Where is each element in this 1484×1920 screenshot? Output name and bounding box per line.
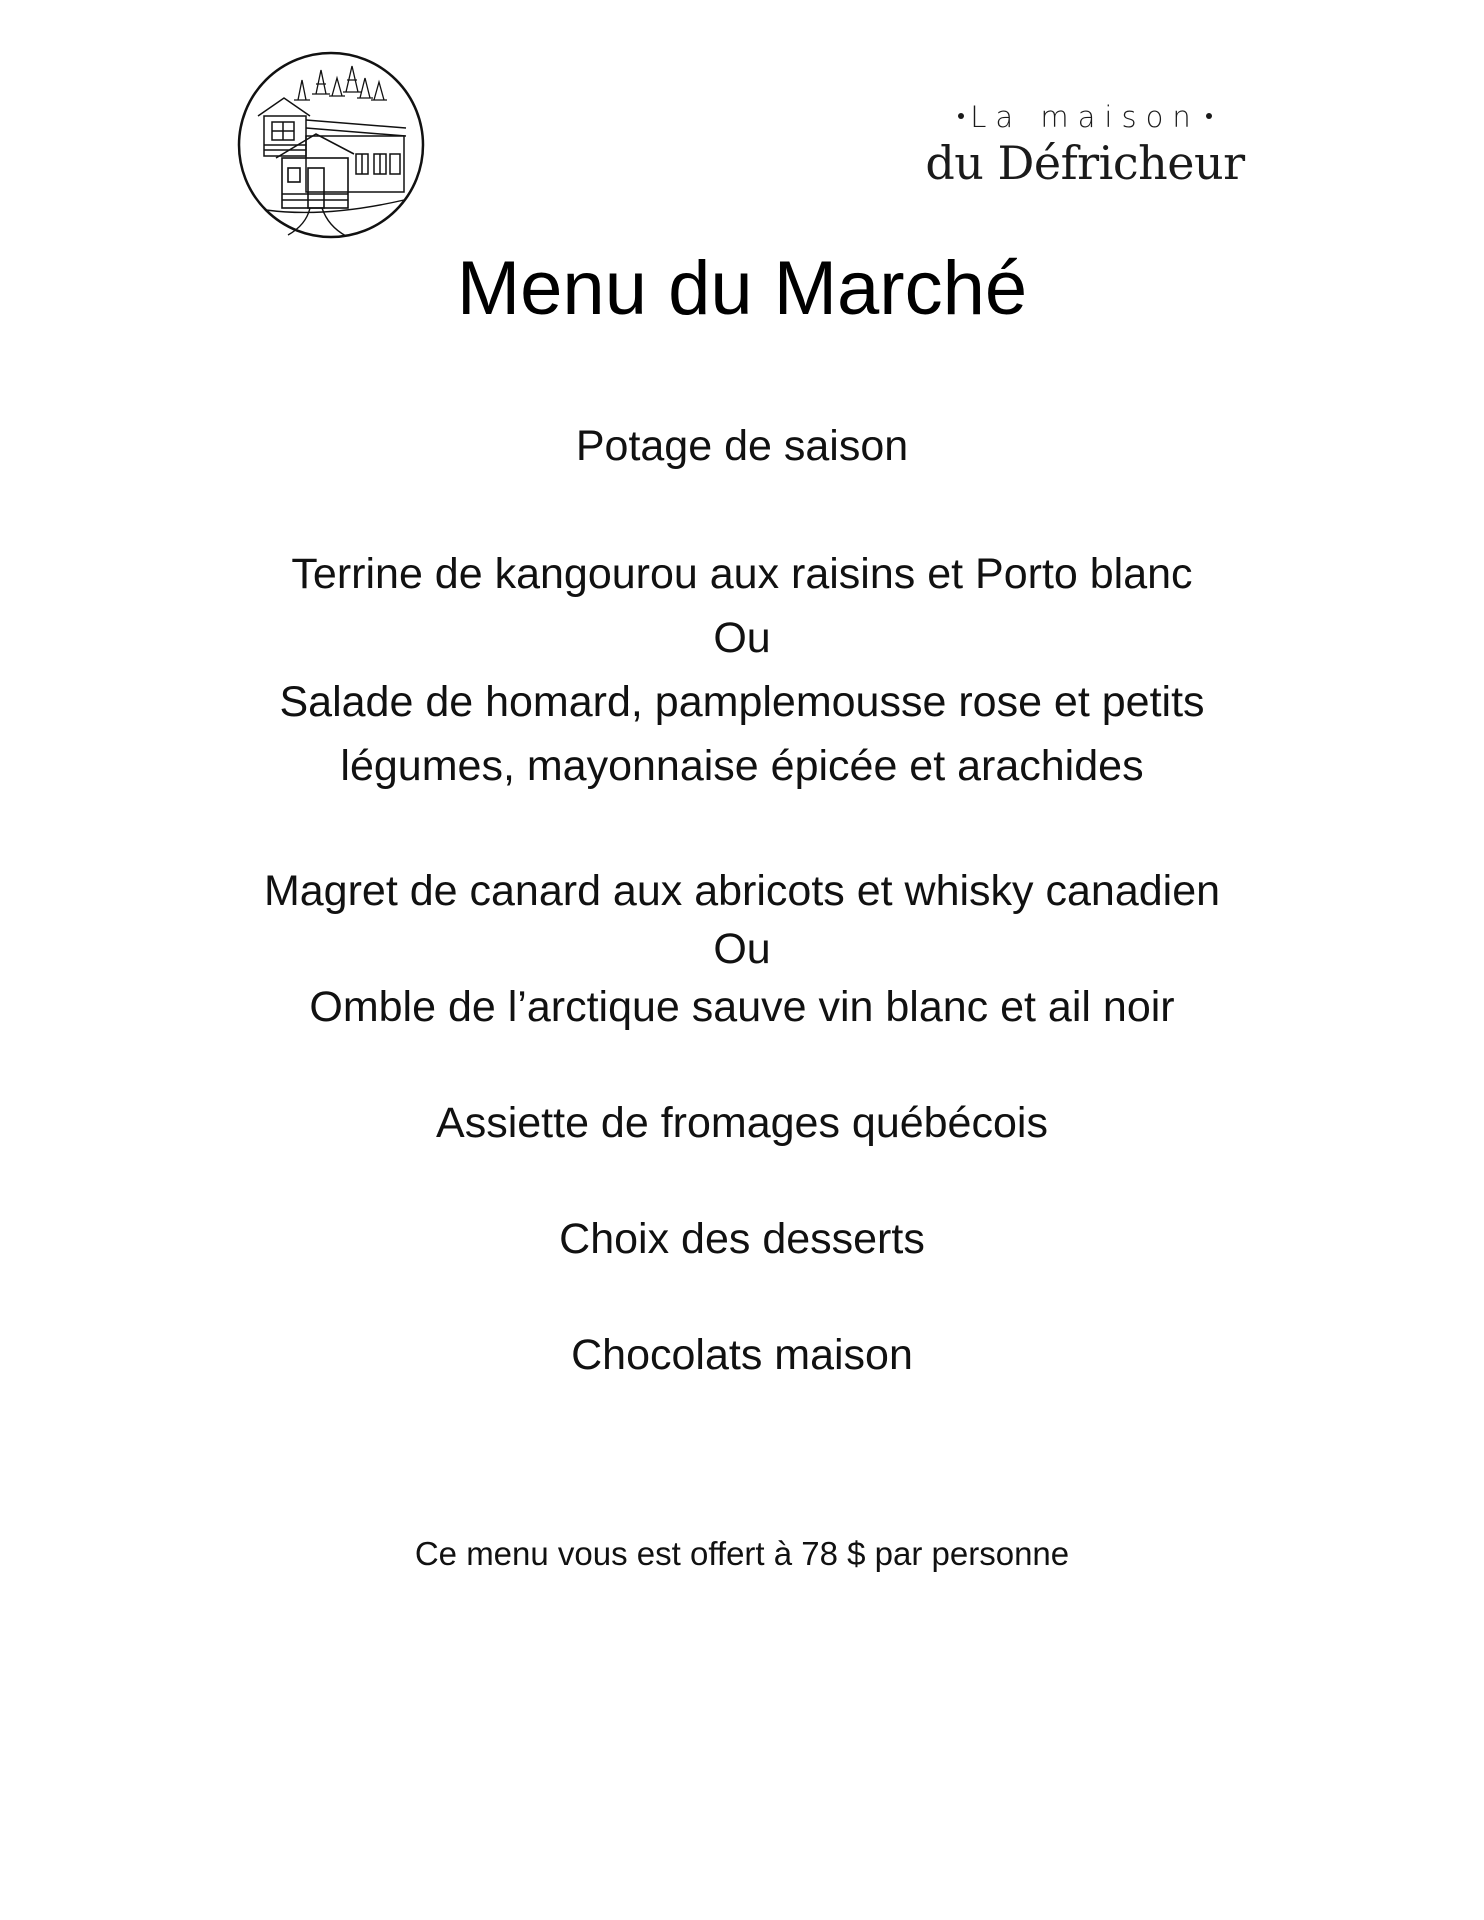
- menu-body: [0, 414, 1484, 1387]
- price-note: Ce menu vous est offert à 78 $ par personne: [414, 1535, 1070, 1572]
- menu-spacer: [0, 478, 1484, 542]
- brand-wordmark: [920, 100, 1250, 190]
- menu-item-main-2: Omble de l’arctique sauve vin blanc et ail noir: [309, 983, 1175, 1031]
- brand-dot-right: [1206, 113, 1212, 119]
- menu-item-dessert: Choix des desserts: [559, 1215, 925, 1263]
- brand-line1: La maison: [970, 100, 1200, 134]
- menu-separator-or: Ou: [713, 925, 771, 973]
- menu-title: Menu du Marché: [456, 246, 1028, 331]
- menu-item-chocolates: Chocolats maison: [571, 1331, 913, 1379]
- brand-line-top: [920, 100, 1250, 134]
- menu-item-starter-2-line2: légumes, mayonnaise épicée et arachides: [340, 742, 1144, 790]
- menu-item-soup: Potage de saison: [575, 422, 909, 470]
- menu-item-starter-1: Terrine de kangourou aux raisins et Porto blanc: [291, 550, 1193, 598]
- menu-separator-or: Ou: [713, 614, 771, 662]
- brand-line2: du Défricheur: [925, 136, 1245, 190]
- menu-spacer: [0, 798, 1484, 862]
- house-in-forest-logo-icon: [236, 50, 426, 240]
- brand-dot-left: [958, 113, 964, 119]
- menu-spacer: [0, 1036, 1484, 1091]
- menu-item-cheese: Assiette de fromages québécois: [436, 1099, 1048, 1147]
- menu-spacer: [0, 1155, 1484, 1207]
- menu-item-main-1: Magret de canard aux abricots et whisky canadien: [263, 867, 1221, 915]
- menu-spacer: [0, 1271, 1484, 1323]
- menu-item-starter-2-line1: Salade de homard, pamplemousse rose et petits: [279, 678, 1205, 726]
